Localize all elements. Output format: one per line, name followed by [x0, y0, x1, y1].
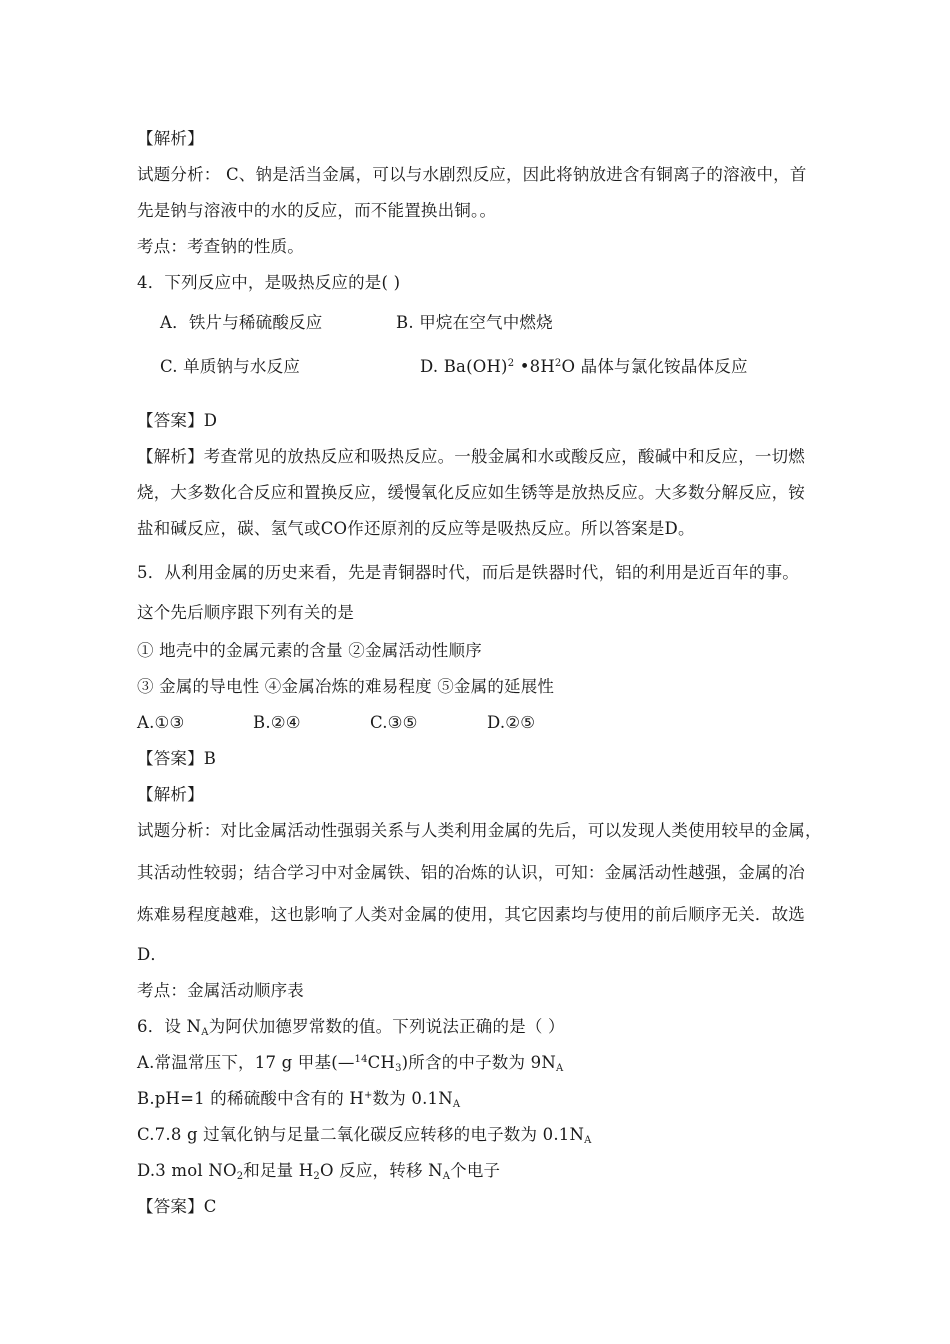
option-c: C. 单质钠与水反应 — [160, 357, 301, 376]
text-line: 试题分析： C、钠是活当金属，可以与水剧烈反应，因此将钠放进含有铜离子的溶液中，首 — [137, 165, 807, 184]
superscript: 2 — [507, 358, 515, 369]
text-part: 6．设 N — [137, 1017, 202, 1036]
subscript: 2 — [236, 1171, 244, 1182]
analysis-heading: 【解析】 — [137, 785, 204, 804]
subscript: A — [452, 1099, 461, 1110]
text-line: 其活动性较弱；结合学习中对金属铁、铝的冶炼的认识，可知：金属活动性越强，金属的冶 — [137, 863, 805, 882]
text-line: 【解析】考查常见的放热反应和吸热反应。一般金属和水或酸反应，酸碱中和反应，一切燃 — [137, 447, 805, 466]
text-part: )所含的中子数为 9N — [401, 1053, 556, 1072]
subscript: A — [555, 1063, 564, 1074]
text-line: 考点：金属活动顺序表 — [137, 981, 304, 1000]
subscript: A — [584, 1135, 592, 1146]
option-d — [137, 1160, 500, 1182]
text-part: CH — [367, 1053, 396, 1072]
text-part: O 反应，转移 N — [319, 1161, 443, 1180]
text-part: 为阿伏加德罗常数的值。下列说法正确的是（ ） — [208, 1017, 565, 1036]
option-c — [137, 1124, 592, 1146]
option-d: D.②⑤ — [487, 713, 536, 732]
text-part: A.常温常压下，17 g 甲基(— — [137, 1053, 355, 1072]
text-part: C.7.8 g 过氧化钠与足量二氧化碳反应转移的电子数为 0.1N — [137, 1125, 585, 1144]
question-4: 4．下列反应中，是吸热反应的是( ) — [137, 273, 401, 292]
answer-line: 【答案】C — [137, 1197, 217, 1216]
answer-line: 【答案】B — [137, 749, 217, 768]
text-part: D. Ba(OH) — [420, 357, 508, 376]
text-line: 考点：考查钠的性质。 — [137, 237, 304, 256]
text-part: 和足量 H — [243, 1161, 314, 1180]
subscript: 2 — [313, 1171, 320, 1182]
text-part: •8H — [514, 357, 555, 376]
superscript: + — [363, 1090, 373, 1101]
text-part: D.3 mol NO — [137, 1161, 237, 1180]
question-5: 5．从利用金属的历史来看，先是青铜器时代，而后是铁器时代，铝的利用是近百年的事。 — [137, 563, 799, 582]
option-b: B.②④ — [253, 713, 301, 732]
analysis-heading: 【解析】 — [137, 129, 204, 148]
option-b: B. 甲烷在空气中燃烧 — [396, 313, 553, 332]
option-a — [137, 1052, 563, 1074]
superscript: 2 — [554, 358, 562, 369]
question-6 — [137, 1016, 565, 1038]
text-line: 烧，大多数化合反应和置换反应，缓慢氧化反应如生锈等是放热反应。大多数分解反应，铵 — [137, 483, 805, 502]
text-part: 个电子 — [450, 1161, 501, 1180]
option-b — [137, 1088, 460, 1110]
option-a: A.①③ — [137, 713, 185, 732]
text-line: 盐和碱反应，碳、氢气或CO作还原剂的反应等是吸热反应。所以答案是D。 — [137, 519, 695, 538]
text-line: 这个先后顺序跟下列有关的是 — [137, 603, 355, 622]
option-d — [420, 356, 748, 378]
subscript: 3 — [395, 1063, 402, 1074]
text-line: 炼难易程度越难，这也影响了人类对金属的使用，其它因素均与使用的前后顺序无关．故选 — [137, 905, 805, 924]
subscript: A — [442, 1171, 451, 1182]
option-c: C.③⑤ — [370, 713, 418, 732]
text-line: D． — [137, 945, 168, 964]
text-line: ③ 金属的导电性 ④金属冶炼的难易程度 ⑤金属的延展性 — [137, 677, 555, 696]
text-part: 数为 0.1N — [372, 1089, 453, 1108]
subscript: A — [201, 1027, 209, 1038]
text-line: 先是钠与溶液中的水的反应，而不能置换出铜。。 — [137, 201, 497, 220]
text-line: ① 地壳中的金属元素的含量 ②金属活动性顺序 — [137, 641, 482, 660]
text-part: B.pH=1 的稀硫酸中含有的 H — [137, 1089, 364, 1108]
answer-line: 【答案】D — [137, 411, 218, 430]
text-part: O 晶体与氯化铵晶体反应 — [561, 357, 748, 376]
option-a: A．铁片与稀硫酸反应 — [160, 313, 323, 332]
text-line: 试题分析：对比金属活动性强弱关系与人类利用金属的先后，可以发现人类使用较早的金属， — [137, 821, 822, 840]
superscript: 14 — [354, 1054, 368, 1065]
